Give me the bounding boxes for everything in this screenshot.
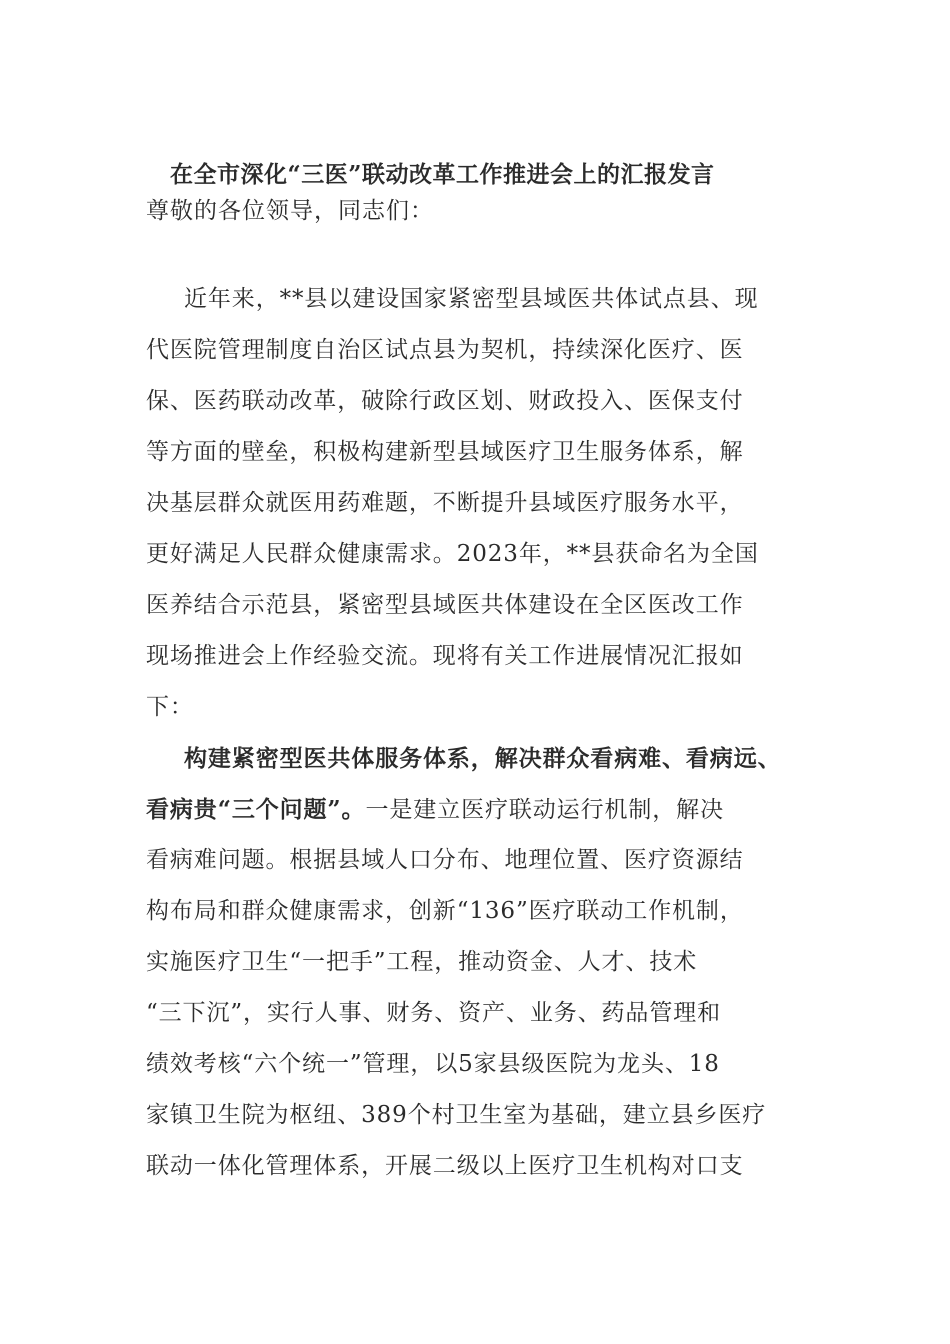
paragraph-line: 代医院管理制度自治区试点县为契机，持续深化医疗、医	[146, 337, 744, 363]
paragraph-line: 等方面的壁垒，积极构建新型县域医疗卫生服务体系，解	[146, 439, 744, 465]
paragraph-line: 保、医药联动改革，破除行政区划、财政投入、医保支付	[146, 388, 744, 414]
section-heading-line: 构建紧密型医共体服务体系，解决群众看病难、看病远、	[184, 745, 782, 772]
paragraph-line: “三下沉”，实行人事、财务、资产、业务、药品管理和	[146, 1000, 722, 1026]
paragraph-line: 近年来，**县以建设国家紧密型县域医共体试点县、现	[184, 286, 759, 312]
paragraph-line: 更好满足人民群众健康需求。2023年，**县获命名为全国	[146, 541, 759, 567]
paragraph-line: 医养结合示范县，紧密型县域医共体建设在全区医改工作	[146, 592, 744, 618]
paragraph-line: 家镇卫生院为枢纽、389个村卫生室为基础，建立县乡医疗	[146, 1102, 767, 1128]
paragraph-line: 绩效考核“六个统一”管理，以5家县级医院为龙头、18	[146, 1051, 720, 1077]
paragraph-line: 现场推进会上作经验交流。现将有关工作进展情况汇报如	[146, 643, 744, 669]
paragraph-line: 构布局和群众健康需求，创新“136”医疗联动工作机制，	[146, 898, 744, 924]
paragraph-line: 下：	[146, 694, 194, 720]
paragraph-intro	[146, 274, 821, 733]
section-text: 一是建立医疗联动运行机制，解决	[365, 797, 724, 823]
paragraph-line: 联动一体化管理体系，开展二级以上医疗卫生机构对口支	[146, 1153, 744, 1179]
document-title: 在全市深化“三医”联动改革工作推进会上的汇报发言	[170, 161, 715, 188]
paragraph-line: 实施医疗卫生“一把手”工程，推动资金、人才、技术	[146, 949, 698, 975]
section-heading-tail: 看病贵“三个问题”。	[146, 796, 366, 823]
paragraph-section-1	[146, 733, 821, 1192]
paragraph-line: 看病难问题。根据县域人口分布、地理位置、医疗资源结	[146, 847, 744, 873]
salutation: 尊敬的各位领导，同志们：	[146, 198, 434, 224]
paragraph-line: 决基层群众就医用药难题，不断提升县域医疗服务水平，	[146, 490, 744, 516]
paragraph-line	[146, 784, 821, 835]
